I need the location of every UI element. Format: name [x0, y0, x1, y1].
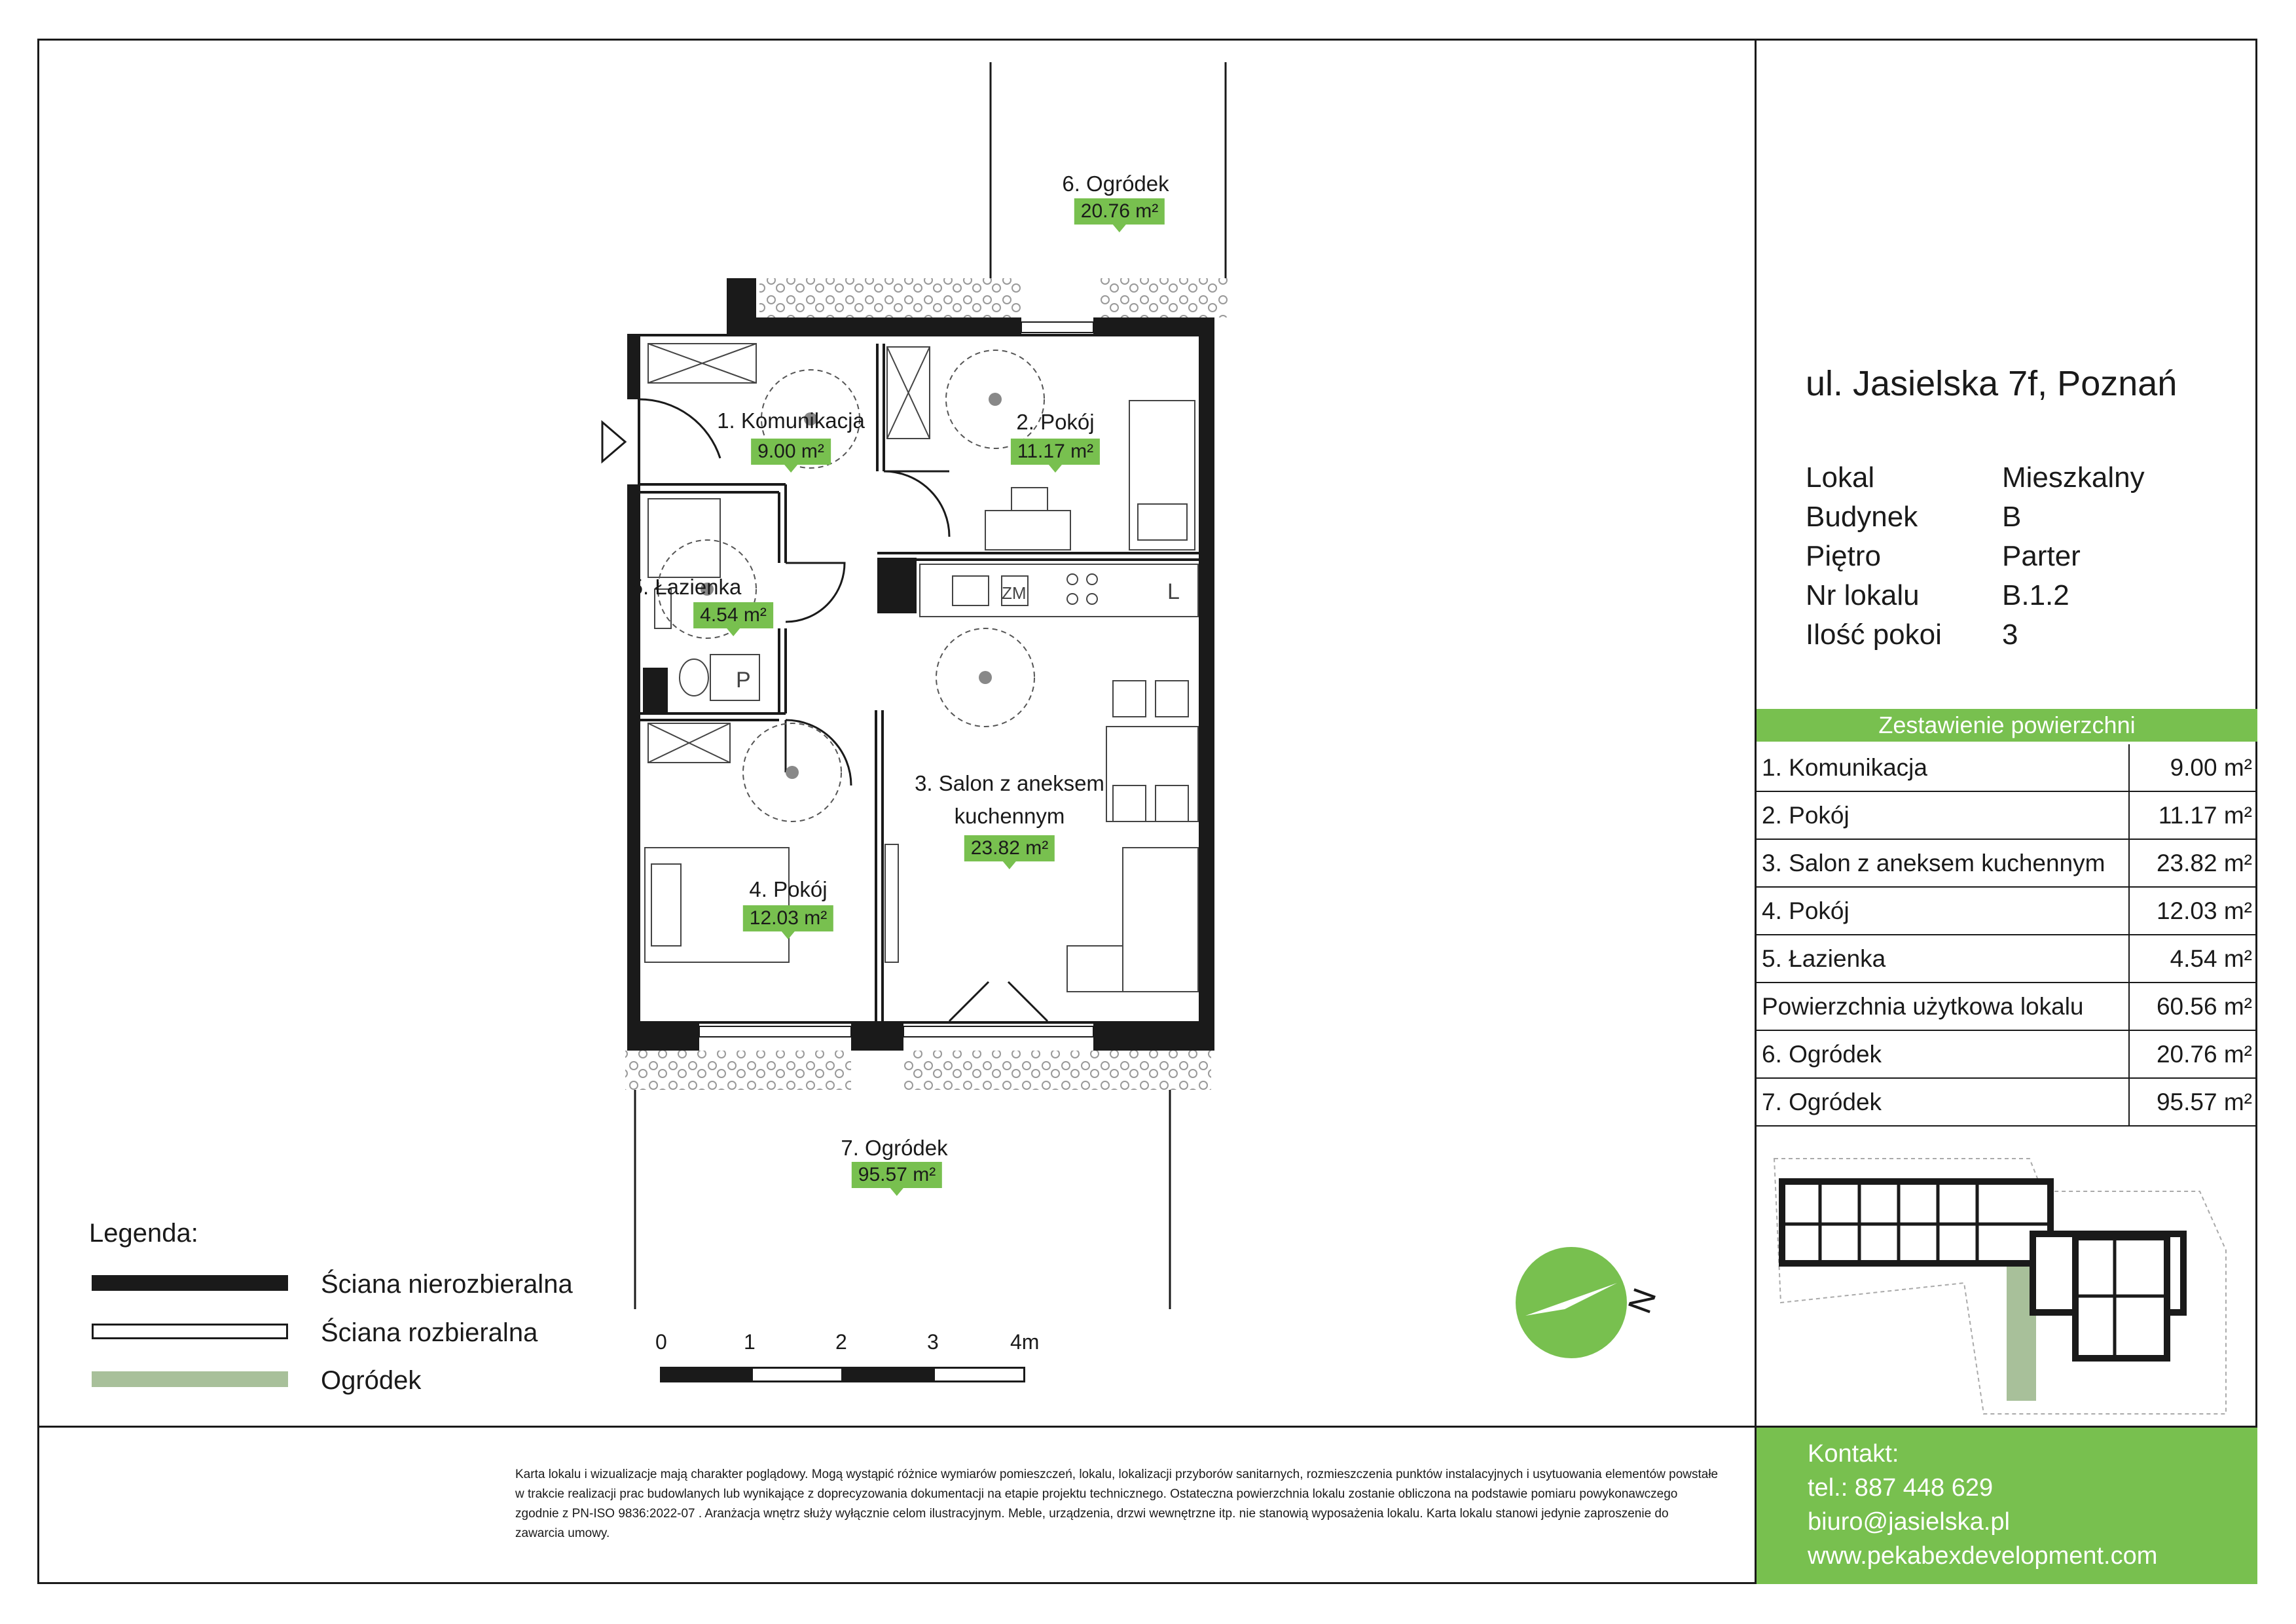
room-4-name: 4. Pokój — [749, 877, 828, 901]
info-value: B.1.2 — [2002, 579, 2069, 611]
table-cell-value: 9.00 m² — [2170, 753, 2252, 781]
room-5-area: 4.54 m² — [693, 602, 773, 628]
table-cell-value: 60.56 m² — [2156, 992, 2252, 1020]
table-cell-name: 4. Pokój — [1757, 888, 2130, 934]
room-6-area: 20.76 m² — [1074, 198, 1165, 225]
info-row-ilosc-pokoi — [1806, 615, 2145, 655]
scale-label-3: 3 — [927, 1330, 939, 1354]
garden-7-boundary — [635, 1090, 1170, 1309]
scale-label-1: 1 — [744, 1330, 756, 1354]
outer-walls — [627, 278, 1214, 1051]
garden-6-boundary — [991, 62, 1226, 278]
info-key: Lokal — [1806, 461, 1875, 494]
contact-phone[interactable]: tel.: 887 448 629 — [1808, 1474, 1994, 1502]
table-cell-value: 4.54 m² — [2170, 945, 2252, 972]
info-value: 3 — [2002, 619, 2018, 651]
info-key: Nr lokalu — [1806, 579, 1920, 611]
room-2-name: 2. Pokój — [1016, 410, 1095, 434]
room-5-name: 5. Łazienka — [630, 575, 742, 599]
room-2-area: 11.17 m² — [1011, 439, 1100, 465]
room-3-name: 3. Salon z aneksem — [915, 771, 1104, 795]
scale-label-2: 2 — [835, 1330, 847, 1354]
fixture-l: L — [1167, 579, 1180, 604]
table-cell-name: 1. Komunikacja — [1757, 744, 2130, 791]
table-row — [1757, 792, 2257, 840]
table-cell-name: 5. Łazienka — [1757, 935, 2130, 982]
table-row — [1757, 983, 2257, 1031]
info-row-pietro — [1806, 537, 2145, 576]
contact-title: Kontakt: — [1808, 1440, 1899, 1468]
table-cell-value: 95.57 m² — [2156, 1088, 2252, 1115]
unit-info — [1806, 458, 2145, 655]
table-cell-name: Powierzchnia użytkowa lokalu — [1757, 983, 2130, 1030]
legend-swatch-partition — [92, 1324, 288, 1339]
info-row-lokal — [1806, 458, 2145, 497]
room-4-area: 12.03 m² — [743, 905, 833, 931]
info-value: B — [2002, 501, 2022, 533]
table-cell-name: 3. Salon z aneksem kuchennym — [1757, 840, 2130, 886]
entrance-arrow — [602, 422, 625, 461]
info-key: Piętro — [1806, 540, 1881, 572]
table-row — [1757, 935, 2257, 983]
contact-email[interactable]: biuro@jasielska.pl — [1808, 1508, 2010, 1536]
info-value: Mieszkalny — [2002, 461, 2145, 494]
area-table — [1757, 744, 2257, 1127]
scale-segment-3 — [842, 1367, 934, 1382]
table-cell-value: 20.76 m² — [2156, 1040, 2252, 1068]
table-cell-value: 12.03 m² — [2156, 897, 2252, 924]
table-row — [1757, 744, 2257, 792]
scale-segment-2 — [751, 1367, 843, 1382]
fixture-p: P — [736, 668, 751, 693]
furniture — [645, 344, 1198, 992]
info-key: Ilość pokoi — [1806, 619, 1942, 651]
contact-website[interactable]: www.pekabexdevelopment.com — [1808, 1542, 2158, 1570]
legend-label-load-bearing: Ściana nierozbieralna — [321, 1270, 573, 1299]
area-table-title: Zestawienie powierzchni — [1757, 709, 2257, 742]
room-3-area: 23.82 m² — [964, 835, 1055, 861]
scale-label-0: 0 — [655, 1330, 667, 1354]
legend-label-partition: Ściana rozbieralna — [321, 1318, 538, 1347]
compass-north: N — [1620, 1283, 1664, 1318]
table-row — [1757, 840, 2257, 888]
table-cell-name: 6. Ogródek — [1757, 1031, 2130, 1077]
room-3-name-2: kuchennym — [954, 804, 1065, 828]
room-7-area: 95.57 m² — [852, 1162, 942, 1188]
room-1-area: 9.00 m² — [751, 439, 831, 465]
compass — [1516, 1247, 1664, 1358]
address-title: ul. Jasielska 7f, Poznań — [1806, 364, 2178, 403]
legend-title: Legenda: — [89, 1219, 198, 1248]
legend-label-garden: Ogródek — [321, 1366, 422, 1395]
legend-swatch-load-bearing — [92, 1275, 288, 1291]
table-row — [1757, 888, 2257, 935]
room-1-name: 1. Komunikacja — [717, 408, 865, 433]
legend-swatch-garden — [92, 1371, 288, 1387]
room-6-name: 6. Ogródek — [1062, 171, 1169, 196]
info-row-budynek — [1806, 497, 2145, 537]
table-cell-name: 2. Pokój — [1757, 792, 2130, 839]
disclaimer-text: Karta lokalu i wizualizacje mają charakter poglądowy. Mogą wystąpić różnice wymiarów pomieszczeń, lokalu, lokalizacji przyborów sanitarnych, rozmieszczenia punktów instalacyjnych i usytuowania elementów powstałe w trakcie realizacji prac budowlanych lub wynikające z doprecyzowania dokumentacji na etapie projektu technicznego. Ostateczna powierzchnia lokalu zostanie obliczona na podstawie pomiaru powykonawczego zgodnie z PN-ISO 9836:2022-07 . Aranżacja wnętrz służy wyłącznie celom ilustracyjnym. Meble, urządzenia, drzwi wewnętrzne itp. nie stanowią wyposażenia lokalu. Karta lokalu stanowi jedynie zaproszenie do zawarcia umowy. — [515, 1468, 1719, 1540]
info-value: Parter — [2002, 540, 2081, 572]
fixture-zm: ZM — [1002, 583, 1027, 603]
site-plan-thumbnail — [1774, 1159, 2226, 1414]
table-cell-value: 23.82 m² — [2156, 849, 2252, 876]
table-row — [1757, 1031, 2257, 1079]
scale-segment-1 — [660, 1367, 752, 1382]
table-cell-value: 11.17 m² — [2158, 801, 2252, 829]
contact-box — [1757, 1428, 2257, 1584]
scale-label-4: 4m — [1010, 1330, 1040, 1354]
table-row — [1757, 1079, 2257, 1127]
room-7-name: 7. Ogródek — [841, 1136, 948, 1160]
scale-segment-4 — [933, 1367, 1025, 1382]
table-cell-name: 7. Ogródek — [1757, 1079, 2130, 1125]
info-row-nr-lokalu — [1806, 576, 2145, 615]
info-key: Budynek — [1806, 501, 1918, 533]
